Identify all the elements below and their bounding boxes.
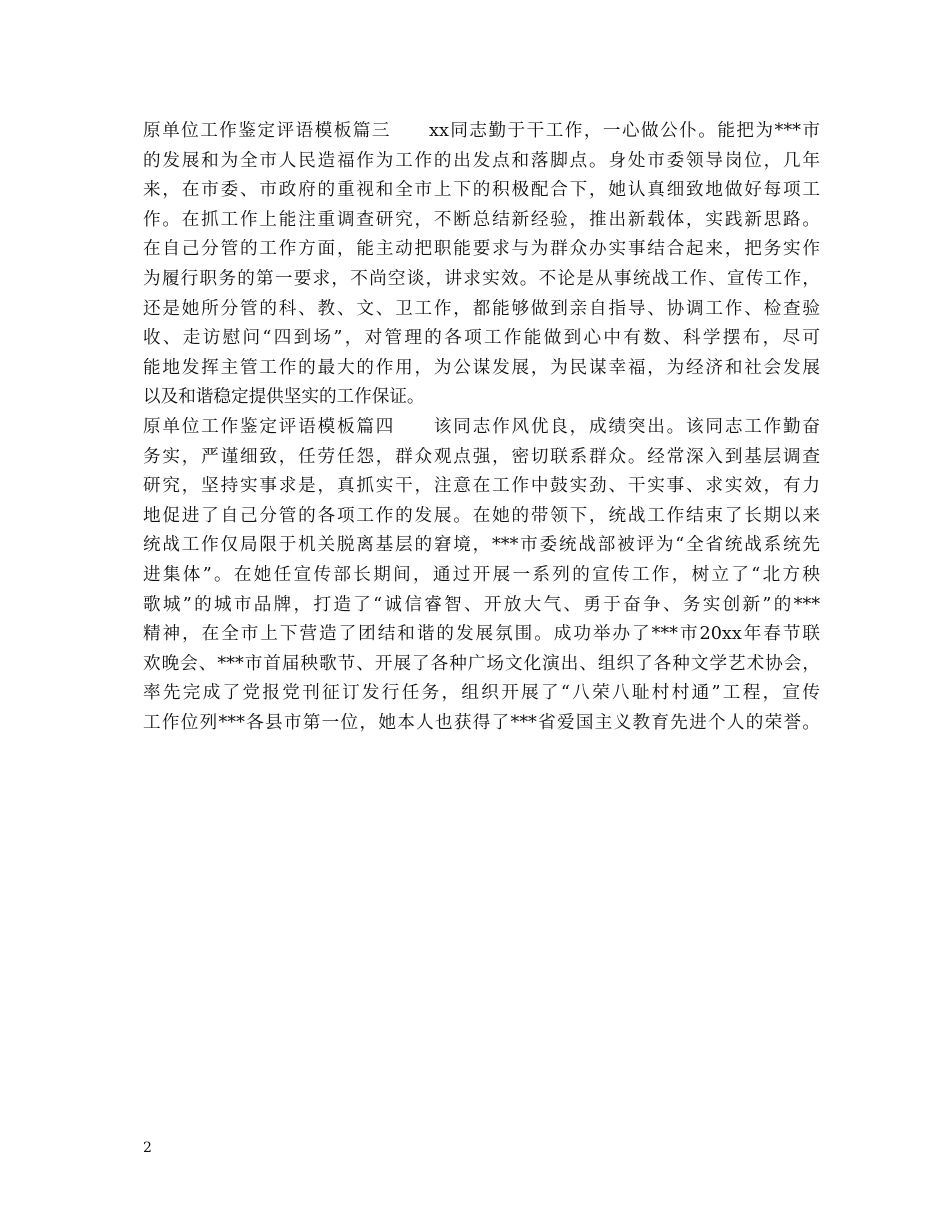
text-line: 工作位列***各县市第一位，她本人也获得了***省爱国主义教育先进个人的荣誉。 xyxy=(143,712,820,733)
text-line: 能地发挥主管工作的最大的作用，为公谋发展，为民谋幸福，为经济和社会发展 xyxy=(143,357,820,378)
document-body xyxy=(143,117,820,738)
text-line: 的发展和为全市人民造福作为工作的出发点和落脚点。身处市委领导岗位，几年 xyxy=(143,150,820,171)
text-line: 还是她所分管的科、教、文、卫工作，都能够做到亲自指导、协调工作、检查验 xyxy=(143,298,820,319)
text-line: 研究，坚持实事求是，真抓实干，注意在工作中鼓实劲、干实事、求实效，有力 xyxy=(143,476,820,497)
text-line: 原单位工作鉴定评语模板篇三 xx同志勤于干工作，一心做公仆。能把为***市 xyxy=(143,121,820,141)
text-line: 原单位工作鉴定评语模板篇四 该同志作风优良，成绩突出。该同志工作勤奋 xyxy=(143,416,820,437)
text-line: 率先完成了党报党刊征订发行任务，组织开展了“八荣八耻村村通”工程，宣传 xyxy=(143,683,820,704)
text-line: 来，在市委、市政府的重视和全市上下的积极配合下，她认真细致地做好每项工 xyxy=(143,180,820,201)
text-line: 作。在抓工作上能注重调查研究，不断总结新经验，推出新载体，实践新思路。 xyxy=(143,209,820,230)
text-line: 歌城”的城市品牌，打造了“诚信睿智、开放大气、勇于奋争、务实创新”的*** xyxy=(143,594,820,615)
text-line: 进集体”。在她任宣传部长期间，通过开展一系列的宣传工作，树立了“北方秧 xyxy=(143,564,820,585)
text-line: 地促进了自己分管的各项工作的发展。在她的带领下，统战工作结束了长期以来 xyxy=(143,505,820,526)
text-line: 精神，在全市上下营造了团结和谐的发展氛围。成功举办了***市20xx年春节联 xyxy=(143,624,820,645)
text-line: 以及和谐稳定提供坚实的工作保证。 xyxy=(143,387,425,408)
text-line: 为履行职务的第一要求，不尚空谈，讲求实效。不论是从事统战工作、宣传工作， xyxy=(143,268,820,289)
page-number: 2 xyxy=(143,1140,152,1156)
text-line: 收、走访慰问“四到场”，对管理的各项工作能做到心中有数、科学摆布，尽可 xyxy=(143,328,820,349)
text-line: 在自己分管的工作方面，能主动把职能要求与为群众办实事结合起来，把务实作 xyxy=(143,239,820,260)
text-line: 统战工作仅局限于机关脱离基层的窘境，***市委统战部被评为“全省统战系统先 xyxy=(143,535,820,556)
text-line: 务实，严谨细致，任劳任怨，群众观点强，密切联系群众。经常深入到基层调查 xyxy=(143,446,820,467)
text-line: 欢晚会、***市首届秧歌节、开展了各种广场文化演出、组织了各种文学艺术协会， xyxy=(143,653,820,674)
